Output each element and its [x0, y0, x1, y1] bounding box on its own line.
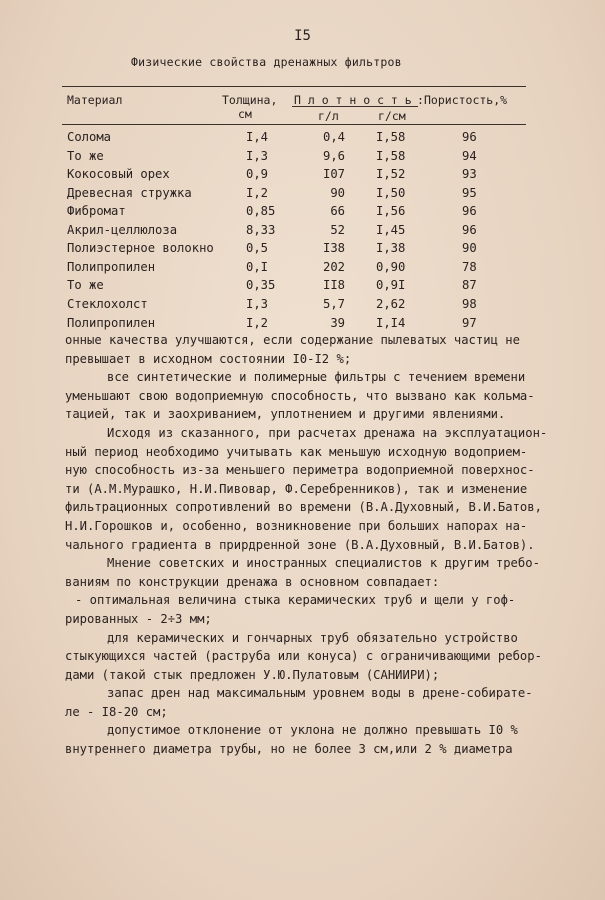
cell-density-gl: 52	[330, 222, 345, 237]
body-text	[65, 331, 585, 759]
cell-density-gcm: I,58	[376, 148, 406, 163]
cell-density-gl: 90	[330, 185, 345, 200]
cell-thickness: 0,9	[246, 167, 269, 182]
cell-density-gcm: 0,9I	[376, 278, 406, 293]
cell-thickness: 0,I	[246, 259, 269, 274]
cell-porosity: 98	[462, 296, 477, 311]
cell-thickness: 8,33	[246, 222, 276, 237]
cell-material: Древесная стружка	[67, 185, 192, 200]
cell-density-gl: 66	[330, 204, 345, 219]
text-line: ный период необходимо учитывать как меньшую исходную водоприем-	[65, 444, 528, 459]
text-line: онные качества улучшаются, если содержание пылеватых частиц не	[65, 333, 520, 347]
cell-porosity: 93	[462, 167, 477, 182]
cell-density-gl: I07	[322, 167, 345, 182]
table-row	[0, 130, 605, 150]
header-density: П л о т н о с т ь	[294, 93, 412, 107]
header-porosity: Пористость,%	[424, 93, 508, 107]
text-line: запас дрен над максимальным уровнем воды в дрене-собирате-	[107, 686, 533, 701]
cell-porosity: 96	[462, 204, 477, 219]
cell-material: Полипропилен	[67, 259, 156, 274]
cell-porosity: 78	[462, 259, 477, 274]
text-line: превышает в исходном состоянии I0-I2 %;	[65, 351, 352, 366]
cell-density-gcm: I,I4	[376, 315, 406, 330]
cell-material: Кокосовый орех	[67, 167, 170, 182]
table-row	[0, 167, 605, 187]
cell-density-gl: 9,6	[322, 148, 345, 163]
text-line: рированных - 2÷3 мм;	[65, 611, 212, 626]
cell-thickness: I,2	[246, 185, 269, 200]
cell-density-gcm: I,52	[376, 167, 406, 182]
cell-porosity: 95	[462, 185, 477, 200]
cell-density-gl: 0,4	[322, 130, 345, 144]
header-density-gl: г/л	[318, 109, 339, 123]
table-row	[0, 297, 605, 317]
table-row	[0, 204, 605, 224]
density-subheader-rule	[292, 106, 418, 107]
table-row	[0, 260, 605, 280]
text-line: стыкующихся частей (раструба или конуса) с ограничивающими ребор-	[65, 649, 542, 664]
cell-thickness: 0,35	[246, 278, 276, 293]
cell-density-gl: II8	[322, 278, 345, 293]
cell-density-gl: 202	[322, 259, 345, 274]
cell-material: Стеклохолст	[67, 296, 148, 311]
cell-material: Солома	[67, 130, 112, 144]
text-line: ле - I8-20 см;	[65, 704, 168, 719]
text-line: - оптимальная величина стыка керамических труб и щели у гоф-	[75, 593, 516, 608]
text-line: ваниям по конструкции дренажа в основном совпадает:	[65, 574, 440, 589]
cell-porosity: 87	[462, 278, 477, 293]
cell-density-gl: 5,7	[322, 296, 345, 311]
cell-porosity: 97	[462, 315, 477, 330]
text-line: тацией, так и заохриванием, уплотнением и другими явлениями.	[65, 407, 506, 422]
cell-density-gl: 39	[330, 315, 345, 330]
cell-material: То же	[67, 148, 104, 163]
text-line: для керамических и гончарных труб обязательно устройство	[107, 630, 518, 645]
cell-density-gcm: I,58	[376, 130, 406, 144]
cell-porosity: 90	[462, 241, 477, 256]
text-line: допустимое отклонение от уклона не должно превышать I0 %	[107, 723, 518, 738]
cell-material: Полипропилен	[67, 315, 156, 330]
text-line: Исходя из сказанного, при расчетах дренажа на эксплуатацион-	[107, 425, 548, 440]
table-row	[0, 223, 605, 243]
cell-thickness: I,2	[246, 315, 269, 330]
cell-porosity: 94	[462, 148, 477, 163]
table-row	[0, 149, 605, 169]
cell-thickness: 0,5	[246, 241, 269, 256]
cell-density-gcm: I,56	[376, 204, 406, 219]
cell-density-gl: I38	[322, 241, 345, 256]
cell-thickness: I,3	[246, 296, 269, 311]
cell-material: Фибромат	[67, 204, 126, 219]
text-line: ти (А.М.Мурашко, Н.И.Пивовар, Ф.Серебренников), так и изменение	[65, 481, 528, 496]
text-line: дами (такой стык предложен У.Ю.Пулатовым (САНИИРИ);	[65, 667, 440, 682]
cell-thickness: 0,85	[246, 204, 276, 219]
table-row	[0, 278, 605, 298]
cell-density-gcm: 2,62	[376, 296, 406, 311]
text-line: Мнение советских и иностранных специалистов к другим требо-	[107, 556, 540, 571]
cell-density-gcm: I,45	[376, 222, 406, 237]
text-line: чального градиента в прирдренной зоне (В.А.Духовный, В.И.Батов).	[65, 537, 535, 552]
table-header-rule	[62, 124, 526, 125]
page-number: I5	[294, 28, 311, 44]
cell-material: Полиэстерное волокно	[67, 241, 214, 256]
table-title: Физические свойства дренажных фильтров	[131, 55, 402, 69]
cell-porosity: 96	[462, 130, 477, 144]
table-top-rule	[62, 86, 526, 87]
cell-thickness: I,3	[246, 148, 269, 163]
text-line: фильтрационных сопротивлений во времени (В.А.Духовный, В.И.Батов,	[65, 500, 542, 515]
table-row	[0, 186, 605, 206]
cell-material: То же	[67, 278, 104, 293]
header-thickness-unit: см	[238, 107, 252, 121]
cell-density-gcm: I,38	[376, 241, 406, 256]
text-line: внутреннего диаметра трубы, но не более 3 см,или 2 % диаметра	[65, 742, 513, 757]
cell-porosity: 96	[462, 222, 477, 237]
text-line: ную способность из-за меньшего периметра водоприемной поверхнос-	[65, 463, 535, 478]
table-row	[0, 241, 605, 261]
header-material: Материал	[67, 93, 123, 107]
cell-thickness: I,4	[246, 130, 269, 144]
header-thickness: Толщина,	[222, 93, 278, 107]
header-separator: :	[417, 93, 424, 107]
text-line: Н.И.Горошков и, особенно, возникновение при больших напорах на-	[65, 518, 528, 533]
header-density-gcm: г/см	[378, 109, 406, 123]
cell-density-gcm: I,50	[376, 185, 406, 200]
text-line: все синтетические и полимерные фильтры с течением времени	[107, 370, 526, 385]
text-line: уменьшают свою водоприемную способность, что вызвано как кольма-	[65, 388, 535, 403]
cell-material: Акрил-целлюлоза	[67, 222, 178, 237]
cell-density-gcm: 0,90	[376, 259, 406, 274]
